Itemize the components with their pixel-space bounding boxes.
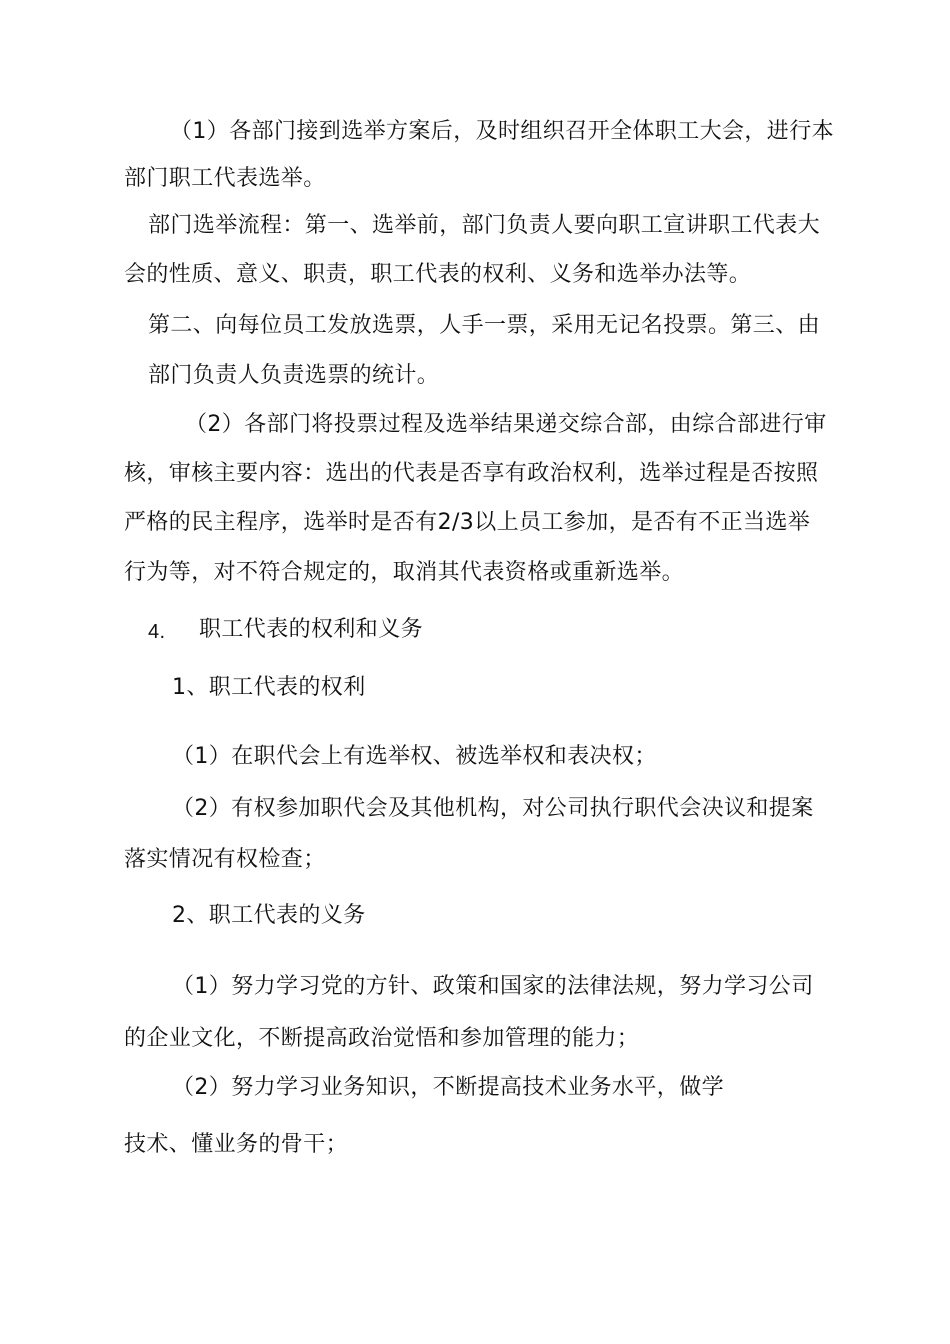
duties-heading: 2、职工代表的义务: [172, 903, 366, 928]
rights-item1: （1）在职代会上有选举权、被选举权和表决权；: [172, 744, 657, 769]
duties-item2-line1: （2）努力学习业务知识，不断提高技术业务水平，做学: [172, 1075, 724, 1100]
para4-line3: 严格的民主程序，选举时是否有2/3以上员工参加，是否有不正当选举: [124, 510, 811, 535]
para2-line2: 会的性质、意义、职责，职工代表的权利、义务和选举办法等。: [124, 262, 752, 287]
rights-heading: 1、职工代表的权利: [172, 675, 366, 700]
rights-item2-line1: （2）有权参加职代会及其他机构，对公司执行职代会决议和提案: [172, 796, 814, 821]
section-number: 4.: [148, 621, 166, 643]
para3-line2: 部门负责人负责选票的统计。: [148, 363, 440, 388]
para4-line1: （2）各部门将投票过程及选举结果递交综合部，由综合部进行审: [185, 412, 827, 437]
para4-line4: 行为等，对不符合规定的，取消其代表资格或重新选举。: [124, 560, 685, 585]
section-title: 职工代表的权利和义务: [199, 617, 424, 642]
duties-item2-line2: 技术、懂业务的骨干；: [124, 1132, 349, 1157]
duties-item1-line1: （1）努力学习党的方针、政策和国家的法律法规，努力学习公司: [172, 974, 814, 999]
para2-line1: 部门选举流程：第一、选举前，部门负责人要向职工宣讲职工代表大: [148, 213, 821, 238]
para1-line2: 部门职工代表选举。: [124, 166, 326, 191]
para3-line1: 第二、向每位员工发放选票，人手一票，采用无记名投票。第三、由: [148, 313, 821, 338]
para4-line2: 核，审核主要内容：选出的代表是否享有政治权利，选举过程是否按照: [124, 461, 819, 486]
duties-item1-line2: 的企业文化，不断提高政治觉悟和参加管理的能力；: [124, 1026, 640, 1051]
rights-item2-line2: 落实情况有权检查；: [124, 847, 326, 872]
para1-line1: （1）各部门接到选举方案后，及时组织召开全体职工大会，进行本: [170, 119, 834, 144]
